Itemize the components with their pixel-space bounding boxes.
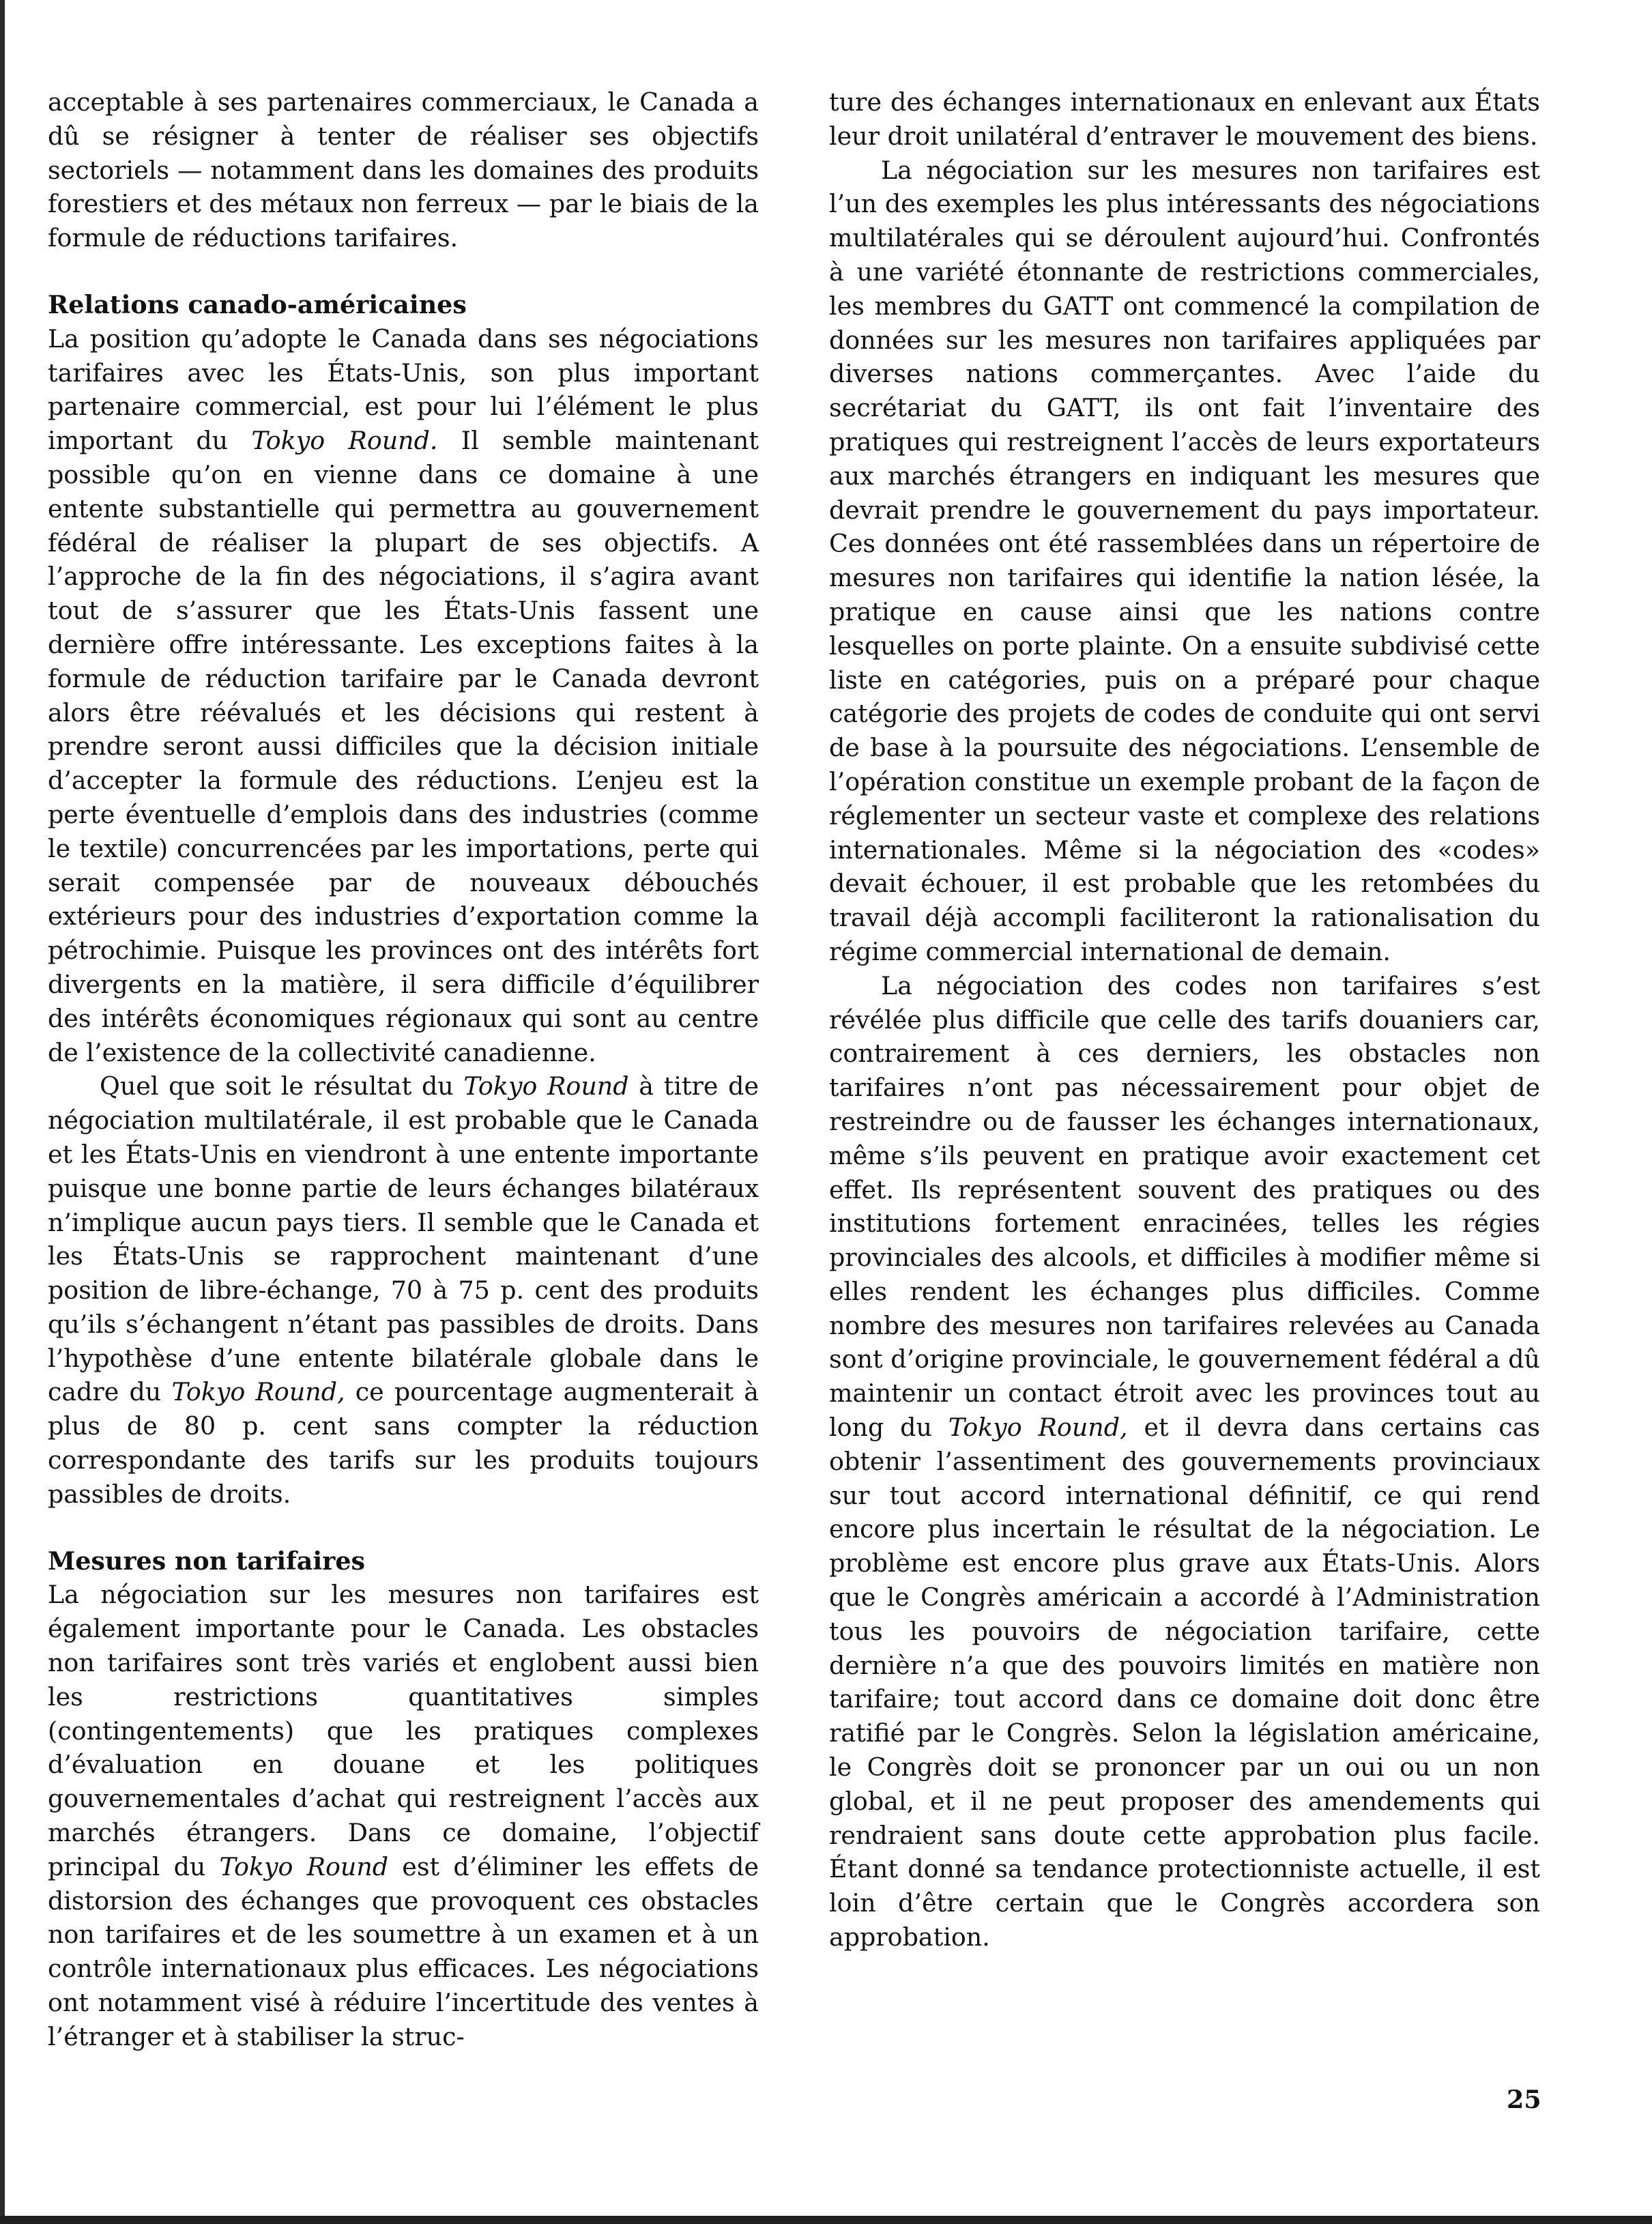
section-heading-relations: Relations canado-américaines [48,289,467,319]
text-run: Il semble maintenant possible qu’on en vienne dans ce domaine à une entente substantielle qui permettra au gouvernement fédéral de réaliser la plupart de ses objectifs. A l’approche de la fin des négociations, il s’agira avant tout de s’assurer que les États-Unis fassent une dernière offre intéressante. Les exceptions faites à la formule de réduction tarifaire par le Canada devront alors être réévalués et les décisions qui restent à prendre seront aussi difficiles que la décision initiale d’accepter la formule des réductions. L’enjeu est la perte éventuelle d’emplois dans des industries (comme le textile) concurrencées par les importations, perte qui serait compensée par de nouveaux débouchés extérieurs pour des industries d’exportation comme la pétrochimie. Puisque les provinces ont des intérêts fort divergents en la matière, il sera difficile d’équilibrer des intérêts économiques régionaux qui sont au centre de l’existence de la collectivité canadienne. [48,426,759,1067]
italic-title: Tokyo Round [463,1071,629,1101]
text-run: La négociation des codes non tarifaires s’est révélée plus difficile que celle des tarifs douaniers car, contrairement à ces derniers, les obstacles non tarifaires n’ont pas nécessairement pour objet de restreindre ou de fausser les échanges internationaux, même s’ils peuvent en pratique avoir exactement cet effet. Ils représentent souvent des pratiques ou des institutions fortement enracinées, telles les régies provinciales des alcools, et difficiles à modifier même si elles rendent les échanges plus difficiles. Comme nombre des mesures non tarifaires relevées au Canada sont d’origine provinciale, le gouvernement fédéral a dû maintenir un contact étroit avec les provinces tout au long du [829,970,1540,1443]
paragraph [48,1578,759,2053]
text-run: La négociation sur les mesures non tarifaires est également importante pour le Canada. Les obstacles non tarifaires sont très variés et englobent aussi bien les restrictions quantitatives simples (contingentements) que les pratiques complexes d’évaluation en douane et les politiques gouvernementales d’achat qui restreignent l’accès aux marchés étrangers. Dans ce domaine, l’objectif principal du [48,1580,759,1881]
scan-bottom-edge [0,2216,1652,2224]
paragraph: acceptable à ses partenaires commerciaux, le Canada a dû se résigner à tenter de réaliser ses objectifs sectoriels — notamment dans les domaines des produits forestiers et des métaux non ferreux — par le biais de la formule de réductions tarifaires. [48,87,759,253]
paragraph [48,1069,759,1511]
scan-binding-edge [0,0,5,2224]
paragraph [829,969,1540,1954]
text-run: et il devra dans certains cas obtenir l’assentiment des gouvernements provinciaux sur tout accord international définitif, ce qui rend encore plus incertain le résultat de la négociation. Le problème est encore plus grave aux États-Unis. Alors que le Congrès américain a accordé à l’Administration tous les pouvoirs de négociation tarifaire, cette dernière n’a que des pouvoirs limités en matière non tarifaire; tout accord dans ce domaine doit donc être ratifié par le Congrès. Selon la législation américaine, le Congrès doit se prononcer par un oui ou un non global, et il ne peut proposer des amendements qui rendraient sans doute cette approbation plus facile. Étant donné sa tendance protectionniste actuelle, il est loin d’être certain que le Congrès accordera son approbation. [829,1413,1540,1952]
right-column [829,85,1540,1954]
paragraph: ture des échanges internationaux en enlevant aux États leur droit unilatéral d’entraver le mouvement des biens. [829,87,1540,151]
section-heading-mesures: Mesures non tarifaires [48,1546,365,1576]
text-run: à titre de négociation multilatérale, il est probable que le Canada et les États-Unis en viendront à une entente importante puisque une bonne partie de leurs échanges bilatéraux n’implique aucun pays tiers. Il semble que le Canada et les États-Unis se rapprochent maintenant d’une position de libre-échange, 70 à 75 p. cent des produits qu’ils s’échangent n’étant pas passibles de droits. Dans l’hypothèse d’une entente bilatérale globale dans le cadre du [48,1071,759,1407]
left-column [48,85,759,2054]
italic-title: Tokyo Round. [251,426,438,456]
text-run: ce pourcentage augmenterait à plus de 80 p. cent sans compter la réduction correspondante des tarifs sur les produits toujours passibles de droits. [48,1377,759,1509]
italic-title: Tokyo Round [219,1851,389,1881]
paragraph [48,322,759,1070]
page-number: 25 [1507,2085,1541,2114]
text-run: La position qu’adopte le Canada dans ses négociations tarifaires avec les États-Unis, son plus important partenaire commercial, est pour lui l’élément le plus important du [48,323,759,456]
paragraph: La négociation sur les mesures non tarifaires est l’un des exemples les plus intéressants des négociations multilatérales qui se déroulent aujourd’hui. Confrontés à une variété étonnante de restrictions commerciales, les membres du GATT ont commencé la compilation de données sur les mesures non tarifaires appliquées par diverses nations commerçantes. Avec l’aide du secrétariat du GATT, ils ont fait l’inventaire des pratiques qui restreignent l’accès de leurs exportateurs aux marchés étrangers en indiquant les mesures que devrait prendre le gouvernement du pays importateur. Ces données ont été rassemblées dans un répertoire de mesures non tarifaires qui identifie la nation lésée, la pratique en cause ainsi que les nations contre lesquelles on porte plainte. On a ensuite subdivisé cette liste en catégories, puis on a préparé pour chaque catégorie des projets de codes de conduite qui ont servi de base à la poursuite des négociations. L’ensemble de l’opération constitue un exemple probant de la façon de réglementer un secteur vaste et complexe des relations internationales. Même si la négociation des «codes» devait échouer, il est probable que les retombées du travail déjà accompli faciliteront la rationalisation du régime commercial international de demain. [829,155,1540,966]
text-run: est d’éliminer les effets de distorsion des échanges que provoquent ces obstacles non tarifaires et de les soumettre à un examen et à un contrôle internationaux plus efficaces. Les négociations ont notamment visé à réduire l’incertitude des ventes à l’étranger et à stabiliser la struc- [48,1851,759,2051]
italic-title: Tokyo Round, [948,1413,1128,1443]
text-run: Quel que soit le résultat du [100,1071,464,1101]
italic-title: Tokyo Round, [171,1377,345,1407]
